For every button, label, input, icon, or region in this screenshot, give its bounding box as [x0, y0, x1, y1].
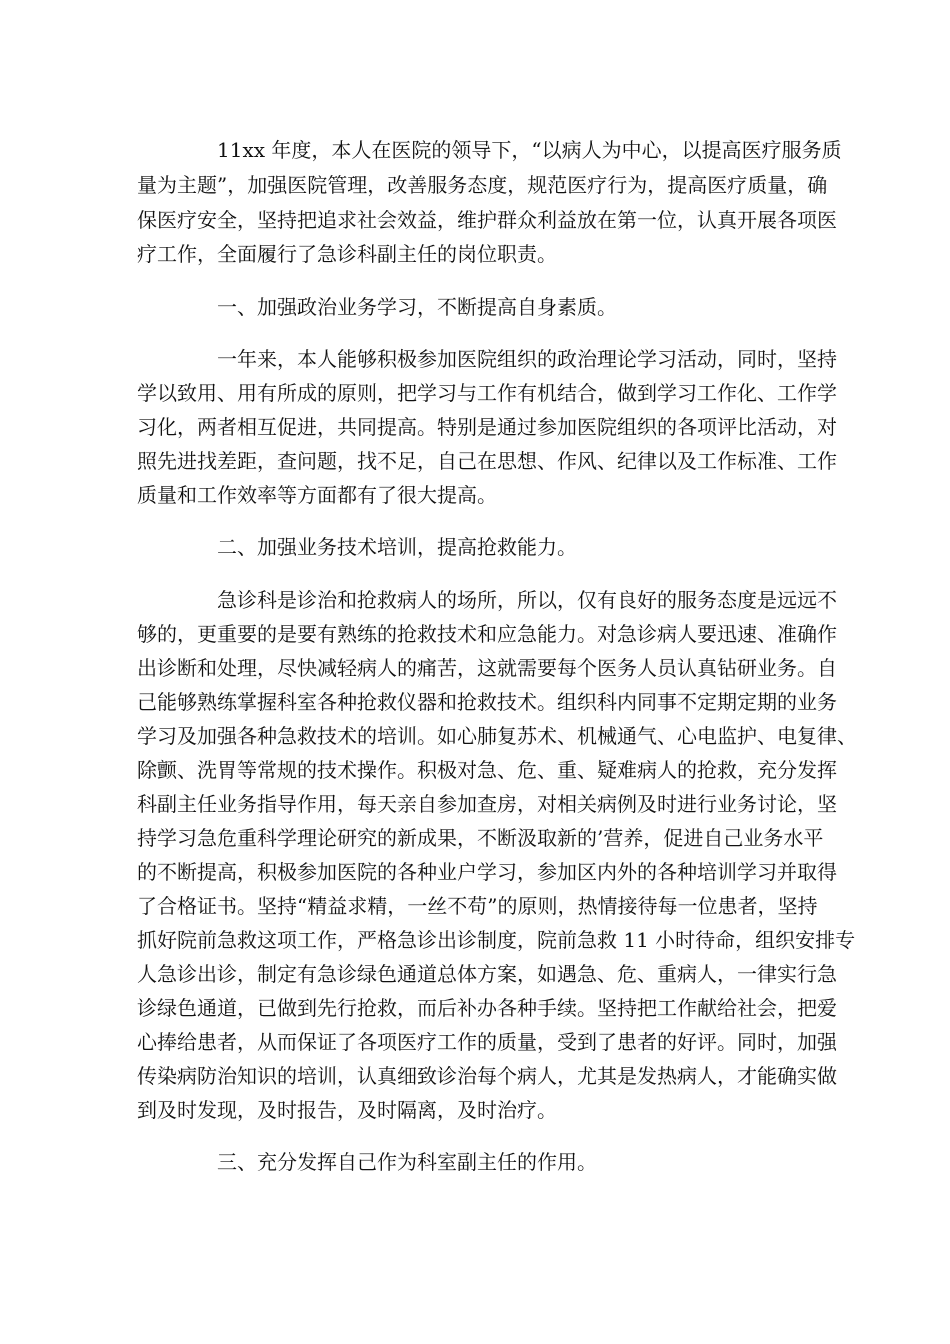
paragraph-3-line-8: 持学习急危重科学理论研究的新成果，不断汲取新的’营养，促进自己业务水平 — [137, 826, 824, 850]
paragraph-3-line-16: 到及时发现，及时报告，及时隔离，及时治疗。 — [137, 1098, 557, 1122]
paragraph-3-line-11: 抓好院前急救这项工作，严格急诊出诊制度，院前急救 11 小时待命，组织安排专 — [137, 928, 856, 952]
paragraph-3-line-15: 传染病防治知识的培训，认真细致诊治每个病人，尤其是发热病人，才能确实做 — [137, 1064, 837, 1088]
paragraph-2-line-4: 照先进找差距，查问题，找不足，自己在思想、作风、纪律以及工作标准、工作 — [137, 449, 837, 473]
paragraph-1-line-4: 疗工作，全面履行了急诊科副主任的岗位职责。 — [137, 242, 557, 266]
paragraph-3-line-5: 学习及加强各种急救技术的培训。如心肺复苏术、机械通气、心电监护、电复律、 — [137, 724, 857, 748]
paragraph-3-line-6: 除颤、洗胃等常规的技术操作。积极对急、危、重、疑难病人的抢救，充分发挥 — [137, 758, 837, 782]
paragraph-2-line-2: 学以致用、用有所成的原则，把学习与工作有机结合，做到学习工作化、工作学 — [137, 381, 837, 405]
section-heading-2: 二、加强业务技术培训，提高抢救能力。 — [217, 535, 577, 559]
paragraph-3-line-1: 急诊科是诊治和抢救病人的场所，所以，仅有良好的服务态度是远远不 — [217, 588, 837, 612]
paragraph-3-line-12: 人急诊出诊，制定有急诊绿色通道总体方案，如遇急、危、重病人，一律实行急 — [137, 962, 837, 986]
paragraph-2-line-5: 质量和工作效率等方面都有了很大提高。 — [137, 483, 497, 507]
paragraph-3-line-3: 出诊断和处理，尽快减轻病人的痛苦，这就需要每个医务人员认真钻研业务。自 — [137, 656, 837, 680]
paragraph-1-line-2: 量为主题”，加强医院管理，改善服务态度，规范医疗行为，提高医疗质量，确 — [137, 173, 828, 197]
paragraph-3-line-4: 己能够熟练掌握科室各种抢救仪器和抢救技术。组织科内同事不定期定期的业务 — [137, 690, 837, 714]
paragraph-3-line-13: 诊绿色通道，已做到先行抢救，而后补办各种手续。坚持把工作献给社会，把爱 — [137, 996, 837, 1020]
paragraph-3-line-9: 的不断提高，积极参加医院的各种业户学习，参加区内外的各种培训学习并取得 — [137, 860, 837, 884]
section-heading-1: 一、加强政治业务学习，不断提高自身素质。 — [217, 295, 617, 319]
paragraph-3-line-7: 科副主任业务指导作用，每天亲自参加查房，对相关病例及时进行业务讨论，坚 — [137, 792, 837, 816]
paragraph-3-line-14: 心捧给患者，从而保证了各项医疗工作的质量，受到了患者的好评。同时，加强 — [137, 1030, 837, 1054]
paragraph-1-line-3: 保医疗安全，坚持把追求社会效益，维护群众利益放在第一位，认真开展各项医 — [137, 208, 837, 232]
section-heading-3: 三、充分发挥自己作为科室副主任的作用。 — [217, 1150, 597, 1174]
paragraph-2-line-1: 一年来，本人能够积极参加医院组织的政治理论学习活动，同时，坚持 — [217, 347, 837, 371]
paragraph-1-line-1: 11xx 年度，本人在医院的领导下，“以病人为中心，以提高医疗服务质 — [217, 138, 842, 162]
paragraph-2-line-3: 习化，两者相互促进，共同提高。特别是通过参加医院组织的各项评比活动，对 — [137, 415, 837, 439]
paragraph-3-line-10: 了合格证书。坚持“精益求精，一丝不苟”的原则，热情接待每一位患者，坚持 — [137, 894, 818, 918]
paragraph-3-line-2: 够的，更重要的是要有熟练的抢救技术和应急能力。对急诊病人要迅速、准确作 — [137, 622, 837, 646]
